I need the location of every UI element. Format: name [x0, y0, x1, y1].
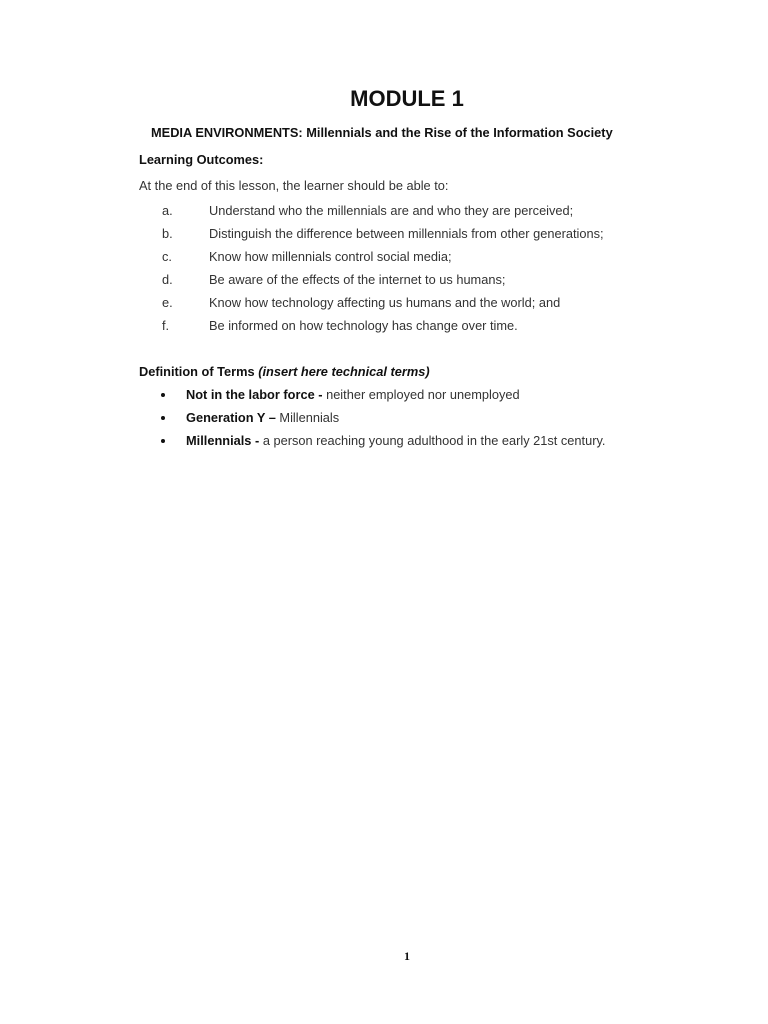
outcome-letter: b.	[162, 226, 173, 241]
outcome-letter: c.	[162, 249, 172, 264]
outcome-letter: e.	[162, 295, 173, 310]
outcome-text: Know how technology affecting us humans and the world; and	[209, 295, 561, 310]
definition-text: a person reaching young adulthood in the early 21st century.	[262, 433, 606, 448]
definition-term: Generation Y –	[186, 410, 276, 425]
definition-term: Not in the labor force -	[186, 387, 323, 402]
definitions-heading-note: (insert here technical terms)	[258, 364, 430, 379]
bullet-icon	[161, 416, 165, 420]
outcome-text: Distinguish the difference between millennials from other generations;	[209, 226, 604, 241]
definition-text: neither employed nor unemployed	[326, 387, 520, 402]
outcome-text: Know how millennials control social media;	[209, 249, 452, 264]
definitions-heading-text: Definition of Terms	[139, 364, 255, 379]
learning-outcomes-heading: Learning Outcomes:	[139, 152, 264, 167]
learning-outcomes-intro: At the end of this lesson, the learner should be able to:	[139, 178, 449, 193]
outcome-text: Understand who the millennials are and who they are perceived;	[209, 203, 574, 218]
outcome-letter: f.	[162, 318, 170, 333]
bullet-icon	[161, 439, 165, 443]
outcome-text: Be informed on how technology has change over time.	[209, 318, 518, 333]
definitions-heading	[139, 364, 430, 379]
page-number: 1	[404, 949, 410, 963]
outcome-letter: d.	[162, 272, 173, 287]
outcome-letter: a.	[162, 203, 173, 218]
definition-term: Millennials -	[186, 433, 260, 448]
bullet-icon	[161, 393, 165, 397]
definition-text: Millennials	[279, 410, 340, 425]
module-title: MODULE 1	[350, 86, 464, 111]
module-subtitle: MEDIA ENVIRONMENTS: Millennials and the Rise of the Information Society	[151, 125, 613, 140]
outcome-text: Be aware of the effects of the internet to us humans;	[209, 272, 506, 287]
